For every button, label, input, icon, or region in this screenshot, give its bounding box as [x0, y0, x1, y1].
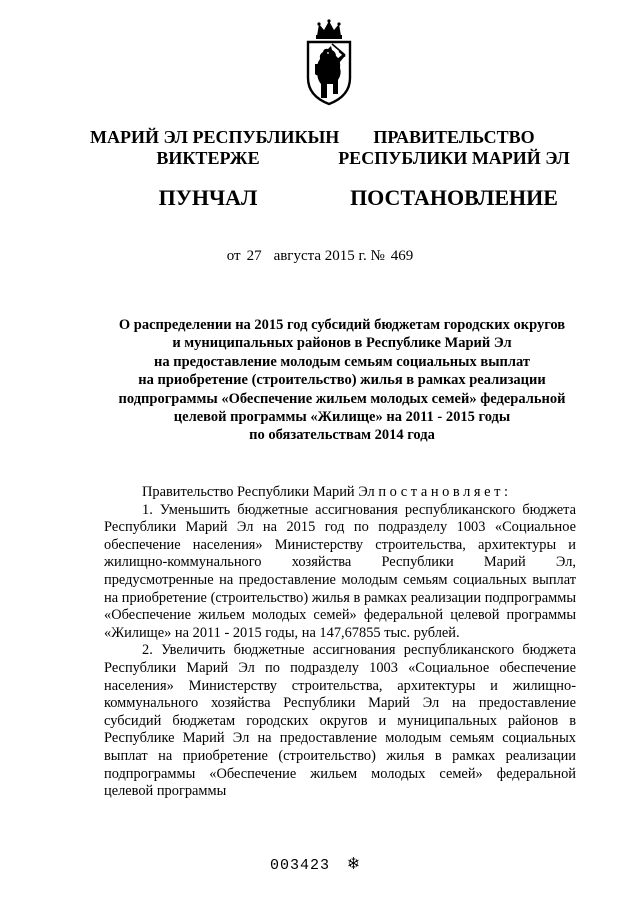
serial-number: 003423 — [270, 857, 331, 874]
title-line: и муниципальных районов в Республике Марий Эл — [172, 335, 512, 352]
document-dateline — [0, 247, 640, 265]
title-line: О распределении на 2015 год субсидий бюджетам городских округов — [118, 317, 566, 333]
dateline-prefix: от — [226, 248, 241, 264]
header-left-block — [90, 127, 340, 211]
dateline-month-year: августа 2015 г. № — [273, 248, 385, 264]
asterisk-mark-icon: ❄ — [348, 855, 359, 875]
body-paragraph-1: 1. Уменьшить бюджетные ассигнования республиканского бюджета Республики Марий Эл на 2015 год по подразделу 1003 «Социальное обеспечение населения» Министерству строительства, архитектуры и жилищно-коммунального хозяйства Республики Марий Эл, предусмотренные на предоставление молодым семьям социальных выплат на приобретение (строительство) жилья в рамках реализации подпрограммы «Обеспечение жильем молодых семей» федеральной целевой программы «Жилище» на 2011 - 2015 годы, на 147,67855 тыс. рублей. — [104, 501, 576, 641]
title-line: по обязательствам 2014 года — [249, 427, 435, 444]
header-right-line2: РЕСПУБЛИКИ МАРИЙ ЭЛ — [338, 148, 570, 168]
intro-subject: Правительство Республики Марий Эл — [142, 484, 375, 500]
header-left-line2: ВИКТЕРЖЕ — [156, 148, 260, 168]
document-title — [96, 316, 588, 445]
coat-of-arms-icon — [299, 18, 359, 108]
intro-verb: постановляет: — [378, 484, 512, 500]
title-line: целевой программы «Жилище» на 2011 - 2015 годы — [173, 409, 511, 426]
title-line: подпрограммы «Обеспечение жильем молодых семей» федеральной — [118, 390, 566, 407]
body-intro — [104, 484, 576, 502]
document-serial — [270, 856, 359, 875]
dateline-day: 27 — [246, 248, 262, 264]
dateline-number: 469 — [390, 248, 414, 264]
document-body — [104, 484, 576, 801]
header-right-block — [334, 127, 574, 211]
title-line: на предоставление молодым семьям социальных выплат — [153, 353, 531, 370]
body-paragraph-2: 2. Увеличить бюджетные ассигнования республиканского бюджета Республики Марий Эл по подразделу 1003 «Социальное обеспечение населения» Министерству строительства, архитектуры и жилищно-коммунального хозяйства Республики Марий Эл на предоставление субсидий бюджетам городских округов и муниципальных районов в Республике Марий Эл на предоставление молодым семьям социальных выплат на приобретение (строительство) жилья в рамках реализации подпрограммы «Обеспечение жильем молодых семей» федеральной целевой программы — [104, 642, 576, 800]
header-left-line1: МАРИЙ ЭЛ РЕСПУБЛИКЫН — [90, 127, 340, 147]
title-line: на приобретение (строительство) жилья в рамках реализации — [138, 372, 546, 389]
header-right-line1: ПРАВИТЕЛЬСТВО — [373, 127, 535, 147]
header-right-doc-kind: ПОСТАНОВЛЕНИЕ — [350, 185, 558, 210]
header-left-doc-kind: ПУНЧАЛ — [158, 185, 258, 210]
